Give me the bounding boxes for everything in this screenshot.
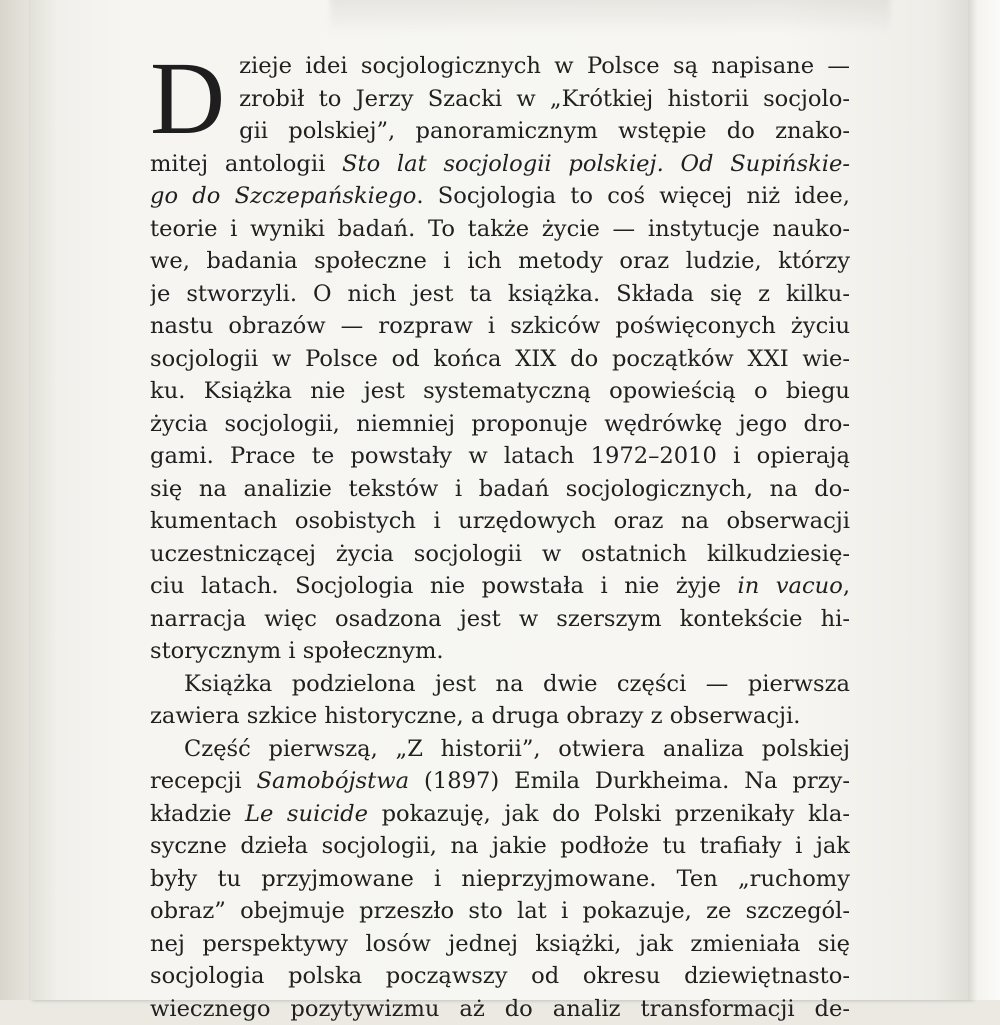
paragraph-2-lines [150,668,850,733]
text-line: obraz” obejmuje przeszło sto lat i pokazuje, ze szczegól- [150,895,850,928]
text-line: recepcji Samobójstwa (1897) Emila Durkheima. Na przy- [150,765,850,798]
text-line: zrobił to Jerzy Szacki w „Krótkiej historii socjolo- [239,83,850,116]
text-line: je stworzyli. O nich jest ta książka. Składa się z kilku- [150,278,850,311]
drop-cap: D [150,58,225,140]
text-line: zawiera szkice historyczne, a druga obrazy z obserwacji. [150,700,850,733]
text-line: ciu latach. Socjologia nie powstała i nie żyje in vacuo, [150,570,850,603]
text-line: ku. Książka nie jest systematyczną opowieścią o biegu [150,375,850,408]
paragraph-3-lines [150,733,850,1025]
text-line: kumentach osobistych i urzędowych oraz na obserwacji [150,505,850,538]
paragraph-3 [150,733,850,1025]
text-line: były tu przyjmowane i nieprzyjmowane. Ten „ruchomy [150,863,850,896]
text-line: syczne dzieła socjologii, na jakie podłoże tu trafiały i jak [150,830,850,863]
paragraph-1-lines [150,50,850,668]
text-line: życia socjologii, niemniej proponuje wędrówkę jego dro- [150,408,850,441]
text-line: wiecznego pozytywizmu aż do analiz transformacji de- [150,993,850,1025]
text-line: kładzie Le suicide pokazuję, jak do Polski przenikały kla- [150,798,850,831]
paragraph-1 [150,50,850,668]
show-through-text [330,0,890,34]
text-line: go do Szczepańskiego. Socjologia to coś więcej niż idee, [150,180,850,213]
facing-page-edge [0,0,30,1000]
text-line: socjologii w Polsce od końca XIX do początków XXI wie- [150,343,850,376]
italic-title: Le suicide [245,801,368,827]
background-white [968,0,1000,1000]
text-line: uczestniczącej życia socjologii w ostatnich kilkudziesię- [150,538,850,571]
text-line: mitej antologii Sto lat socjologii polskiej. Od Supińskie- [150,148,850,181]
italic-title: Sto lat socjologii polskiej. Od Supińskie- [342,151,850,177]
paragraph-2 [150,668,850,733]
text-line: Część pierwszą, „Z historii”, otwiera analiza polskiej [150,733,850,766]
text-line: we, badania społeczne i ich metody oraz ludzie, którzy [150,245,850,278]
text-line: teorie i wyniki badań. To także życie — instytucje nauko- [150,213,850,246]
text-line: socjologia polska począwszy od okresu dziewiętnasto- [150,960,850,993]
text-line: gami. Prace te powstały w latach 1972–2010 i opierają [150,440,850,473]
text-line: nej perspektywy losów jednej książki, jak zmieniała się [150,928,850,961]
text-line: się na analizie tekstów i badań socjologicznych, na do- [150,473,850,506]
body-text [150,50,850,1025]
italic-title: go do Szczepańskiego [150,183,416,209]
text-line: zieje idei socjologicznych w Polsce są napisane — [239,50,850,83]
text-line: gii polskiej”, panoramicznym wstępie do znako- [239,115,850,148]
text-line: nastu obrazów — rozpraw i szkiców poświęconych życiu [150,310,850,343]
italic-title: Samobójstwa [257,768,410,794]
text-line: storycznym i społecznym. [150,635,850,668]
italic-title: in vacuo [737,573,842,599]
text-line: Książka podzielona jest na dwie części — pierwsza [150,668,850,701]
text-line: narracja więc osadzona jest w szerszym kontekście hi- [150,603,850,636]
